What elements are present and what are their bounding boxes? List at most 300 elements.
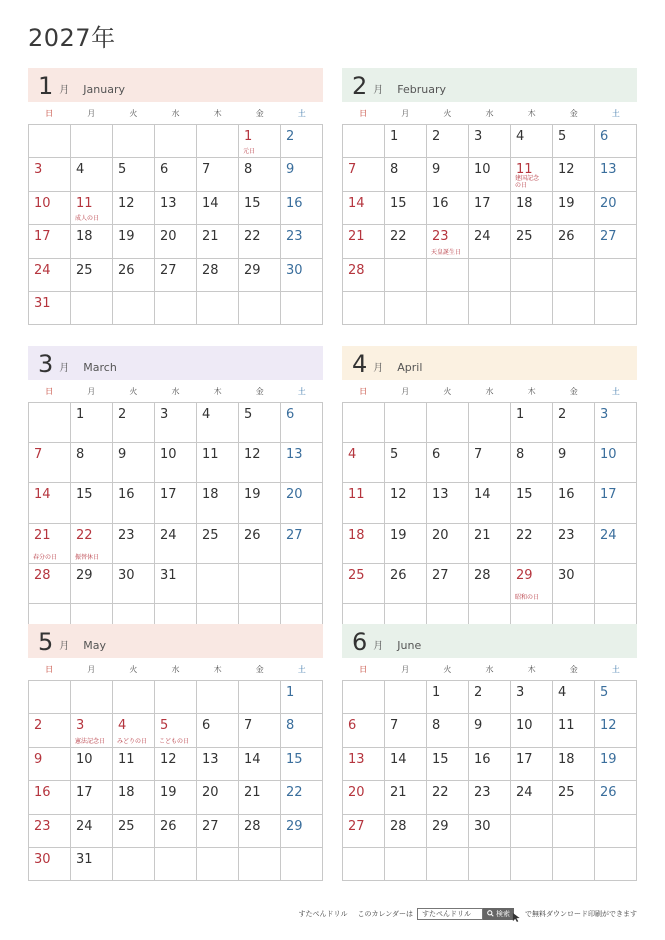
day-number: 14 bbox=[348, 195, 365, 211]
day-cell bbox=[553, 125, 595, 158]
day-number: 29 bbox=[244, 262, 261, 278]
month-may bbox=[28, 624, 323, 881]
day-number: 24 bbox=[474, 229, 491, 245]
day-cell bbox=[385, 225, 427, 258]
day-number: 12 bbox=[244, 447, 261, 463]
day-cell bbox=[553, 158, 595, 191]
day-number: 24 bbox=[34, 262, 51, 278]
day-cell bbox=[343, 259, 385, 292]
day-cell bbox=[511, 681, 553, 714]
weekday-label: 日 bbox=[45, 386, 54, 396]
month-kanji: 月 bbox=[59, 641, 70, 652]
day-cell bbox=[71, 403, 113, 443]
day-cell bbox=[239, 192, 281, 225]
empty-cell bbox=[239, 848, 281, 881]
day-cell bbox=[239, 225, 281, 258]
day-number: 18 bbox=[118, 785, 135, 801]
weekday-label: 金 bbox=[255, 108, 264, 118]
empty-cell bbox=[197, 564, 239, 604]
day-number: 2 bbox=[286, 129, 295, 144]
empty-cell bbox=[385, 848, 427, 881]
empty-cell bbox=[71, 681, 113, 714]
day-cell bbox=[427, 714, 469, 747]
day-number: 18 bbox=[516, 195, 533, 211]
day-cell bbox=[343, 225, 385, 258]
day-number: 21 bbox=[348, 229, 365, 245]
day-cell bbox=[197, 259, 239, 292]
day-cell bbox=[511, 443, 553, 483]
weekday-label: 水 bbox=[485, 386, 494, 396]
day-number: 6 bbox=[202, 718, 211, 734]
day-number: 2 bbox=[558, 407, 567, 422]
weekday-label: 金 bbox=[569, 108, 578, 118]
day-number: 30 bbox=[34, 851, 51, 867]
day-number: 4 bbox=[348, 447, 357, 463]
day-cell bbox=[553, 564, 595, 604]
day-number: 28 bbox=[244, 818, 261, 834]
day-number: 22 bbox=[390, 229, 407, 245]
day-number: 8 bbox=[76, 447, 85, 463]
day-cell bbox=[281, 125, 323, 158]
day-number: 27 bbox=[286, 527, 303, 543]
day-number: 3 bbox=[160, 407, 169, 422]
day-cell bbox=[29, 292, 71, 325]
day-cell bbox=[595, 443, 637, 483]
empty-cell bbox=[427, 259, 469, 292]
day-number: 5 bbox=[558, 129, 567, 144]
day-cell bbox=[71, 781, 113, 814]
day-cell bbox=[155, 524, 197, 564]
day-number: 23 bbox=[474, 785, 491, 801]
cursor-icon bbox=[512, 912, 521, 923]
day-cell bbox=[553, 443, 595, 483]
empty-cell bbox=[595, 815, 637, 848]
day-cell bbox=[427, 192, 469, 225]
month-english-name: February bbox=[397, 83, 447, 96]
day-cell bbox=[427, 748, 469, 781]
day-number: 23 bbox=[432, 229, 449, 245]
day-cell bbox=[511, 125, 553, 158]
weekday-label: 金 bbox=[569, 664, 578, 674]
day-cell bbox=[553, 748, 595, 781]
day-cell bbox=[595, 483, 637, 523]
day-cell bbox=[595, 681, 637, 714]
day-cell bbox=[197, 158, 239, 191]
empty-cell bbox=[343, 681, 385, 714]
day-grid bbox=[28, 680, 323, 881]
day-number: 11 bbox=[76, 195, 93, 211]
day-number: 31 bbox=[160, 567, 177, 583]
day-number: 29 bbox=[286, 818, 303, 834]
day-cell bbox=[385, 781, 427, 814]
day-cell bbox=[281, 748, 323, 781]
month-header bbox=[342, 346, 637, 380]
day-cell bbox=[155, 403, 197, 443]
day-number: 15 bbox=[286, 751, 303, 767]
empty-cell bbox=[29, 681, 71, 714]
day-number: 17 bbox=[516, 751, 533, 767]
day-number: 11 bbox=[558, 718, 575, 734]
weekday-label: 日 bbox=[359, 664, 368, 674]
empty-cell bbox=[113, 848, 155, 881]
weekday-label: 土 bbox=[611, 108, 620, 118]
holiday-name: 振替休日 bbox=[75, 553, 100, 561]
day-number: 20 bbox=[286, 487, 303, 503]
day-number: 27 bbox=[432, 567, 449, 583]
day-number: 15 bbox=[76, 487, 93, 503]
day-cell bbox=[427, 225, 469, 258]
weekday-label: 日 bbox=[45, 664, 54, 674]
day-cell bbox=[553, 192, 595, 225]
day-number: 30 bbox=[558, 567, 575, 583]
day-cell bbox=[343, 483, 385, 523]
weekday-label: 火 bbox=[443, 664, 452, 674]
day-cell bbox=[29, 781, 71, 814]
day-number: 1 bbox=[516, 407, 525, 422]
weekday-label: 土 bbox=[297, 664, 306, 674]
empty-cell bbox=[511, 292, 553, 325]
day-number: 7 bbox=[34, 447, 43, 463]
day-cell bbox=[155, 815, 197, 848]
day-number: 9 bbox=[558, 447, 567, 463]
day-number: 13 bbox=[348, 751, 365, 767]
day-number: 28 bbox=[202, 262, 219, 278]
weekday-header bbox=[342, 658, 637, 680]
day-cell bbox=[511, 524, 553, 564]
empty-cell bbox=[343, 848, 385, 881]
day-number: 25 bbox=[118, 818, 135, 834]
weekday-label: 金 bbox=[255, 664, 264, 674]
day-number: 14 bbox=[34, 487, 51, 503]
day-number: 22 bbox=[516, 527, 533, 543]
day-cell bbox=[197, 483, 239, 523]
weekday-label: 土 bbox=[297, 386, 306, 396]
month-header bbox=[28, 624, 323, 658]
footer-prefix: このカレンダーは bbox=[357, 909, 413, 918]
day-number: 30 bbox=[286, 262, 303, 278]
empty-cell bbox=[553, 292, 595, 325]
day-cell bbox=[469, 192, 511, 225]
day-number: 13 bbox=[202, 751, 219, 767]
day-number: 6 bbox=[286, 407, 295, 422]
day-cell bbox=[511, 483, 553, 523]
day-number: 21 bbox=[202, 229, 219, 245]
month-header bbox=[342, 68, 637, 102]
day-number: 18 bbox=[76, 229, 93, 245]
weekday-label: 月 bbox=[87, 664, 96, 674]
day-cell bbox=[511, 225, 553, 258]
day-cell bbox=[197, 748, 239, 781]
day-number: 13 bbox=[160, 195, 177, 211]
day-cell bbox=[155, 158, 197, 191]
day-cell bbox=[553, 483, 595, 523]
day-number: 14 bbox=[390, 751, 407, 767]
weekday-label: 金 bbox=[255, 386, 264, 396]
day-cell bbox=[155, 781, 197, 814]
day-number: 6 bbox=[160, 162, 169, 178]
month-kanji: 月 bbox=[59, 363, 70, 374]
day-cell bbox=[29, 225, 71, 258]
day-number: 20 bbox=[160, 229, 177, 245]
day-number: 29 bbox=[76, 567, 93, 583]
day-cell bbox=[71, 443, 113, 483]
day-number: 31 bbox=[34, 295, 51, 311]
day-number: 16 bbox=[432, 195, 449, 211]
weekday-label: 火 bbox=[443, 386, 452, 396]
day-cell bbox=[281, 259, 323, 292]
search-input[interactable]: すたぺんドリル bbox=[417, 908, 483, 920]
day-number: 14 bbox=[244, 751, 261, 767]
day-cell bbox=[343, 564, 385, 604]
day-cell bbox=[113, 483, 155, 523]
weekday-label: 木 bbox=[527, 108, 536, 118]
day-cell bbox=[343, 192, 385, 225]
day-cell bbox=[71, 564, 113, 604]
day-number: 6 bbox=[348, 718, 357, 734]
day-cell bbox=[29, 848, 71, 881]
day-number: 13 bbox=[600, 162, 617, 178]
month-april bbox=[342, 346, 637, 644]
day-cell bbox=[281, 192, 323, 225]
day-cell bbox=[239, 158, 281, 191]
day-cell bbox=[113, 748, 155, 781]
search-icon bbox=[487, 910, 494, 917]
day-cell bbox=[469, 225, 511, 258]
month-january bbox=[28, 68, 323, 325]
day-number: 25 bbox=[516, 229, 533, 245]
empty-cell bbox=[553, 848, 595, 881]
day-cell bbox=[197, 192, 239, 225]
empty-cell bbox=[239, 681, 281, 714]
day-cell bbox=[71, 748, 113, 781]
day-number: 3 bbox=[474, 129, 483, 144]
month-header bbox=[342, 624, 637, 658]
day-cell bbox=[427, 125, 469, 158]
day-number: 21 bbox=[390, 785, 407, 801]
day-number: 26 bbox=[390, 567, 407, 583]
weekday-label: 木 bbox=[213, 386, 222, 396]
day-cell bbox=[427, 564, 469, 604]
search-button-label: 検索 bbox=[496, 909, 510, 918]
day-number: 4 bbox=[516, 129, 525, 144]
day-number: 8 bbox=[516, 447, 525, 463]
day-number: 10 bbox=[76, 751, 93, 767]
day-number: 27 bbox=[160, 262, 177, 278]
month-kanji: 月 bbox=[373, 641, 384, 652]
day-number: 10 bbox=[34, 195, 51, 211]
empty-cell bbox=[385, 259, 427, 292]
day-number: 9 bbox=[286, 162, 295, 178]
day-cell bbox=[239, 815, 281, 848]
day-cell bbox=[427, 483, 469, 523]
month-number: 4 bbox=[352, 350, 368, 378]
day-number: 21 bbox=[474, 527, 491, 543]
day-number: 2 bbox=[474, 685, 483, 700]
day-grid bbox=[342, 402, 637, 644]
day-cell bbox=[511, 158, 553, 191]
day-grid bbox=[342, 124, 637, 325]
day-cell bbox=[469, 564, 511, 604]
day-number: 20 bbox=[202, 785, 219, 801]
weekday-label: 月 bbox=[401, 108, 410, 118]
day-number: 7 bbox=[244, 718, 253, 734]
day-cell bbox=[595, 225, 637, 258]
day-number: 27 bbox=[600, 229, 617, 245]
day-cell bbox=[553, 681, 595, 714]
day-number: 13 bbox=[432, 487, 449, 503]
day-number: 26 bbox=[244, 527, 261, 543]
day-number: 13 bbox=[286, 447, 303, 463]
day-cell bbox=[155, 564, 197, 604]
empty-cell bbox=[469, 259, 511, 292]
day-number: 1 bbox=[432, 685, 441, 700]
day-number: 31 bbox=[76, 851, 93, 867]
empty-cell bbox=[29, 125, 71, 158]
day-cell bbox=[343, 443, 385, 483]
day-number: 2 bbox=[432, 129, 441, 144]
day-cell bbox=[197, 815, 239, 848]
day-number: 28 bbox=[34, 567, 51, 583]
day-cell bbox=[469, 714, 511, 747]
day-cell bbox=[239, 524, 281, 564]
day-number: 19 bbox=[390, 527, 407, 543]
day-number: 22 bbox=[286, 785, 303, 801]
day-cell bbox=[427, 781, 469, 814]
day-cell bbox=[239, 714, 281, 747]
day-cell bbox=[71, 848, 113, 881]
day-cell bbox=[281, 714, 323, 747]
day-number: 25 bbox=[348, 567, 365, 583]
empty-cell bbox=[155, 292, 197, 325]
day-number: 3 bbox=[34, 162, 43, 178]
day-cell bbox=[239, 781, 281, 814]
day-cell bbox=[553, 714, 595, 747]
day-cell bbox=[155, 443, 197, 483]
day-cell bbox=[113, 564, 155, 604]
empty-cell bbox=[113, 125, 155, 158]
month-number: 1 bbox=[38, 72, 54, 100]
day-number: 28 bbox=[348, 262, 365, 278]
empty-cell bbox=[197, 848, 239, 881]
empty-cell bbox=[469, 848, 511, 881]
day-cell bbox=[155, 748, 197, 781]
day-cell bbox=[29, 748, 71, 781]
day-cell bbox=[469, 681, 511, 714]
empty-cell bbox=[155, 681, 197, 714]
month-kanji: 月 bbox=[373, 85, 384, 96]
day-number: 3 bbox=[600, 407, 609, 422]
day-number: 9 bbox=[432, 162, 441, 178]
day-cell bbox=[71, 714, 113, 747]
holiday-name: こどもの日 bbox=[159, 737, 190, 745]
day-number: 1 bbox=[244, 129, 253, 144]
day-number: 5 bbox=[600, 685, 609, 700]
weekday-label: 木 bbox=[213, 664, 222, 674]
empty-cell bbox=[595, 292, 637, 325]
day-cell bbox=[511, 714, 553, 747]
day-number: 7 bbox=[202, 162, 211, 178]
day-number: 16 bbox=[118, 487, 135, 503]
month-kanji: 月 bbox=[59, 85, 70, 96]
month-february bbox=[342, 68, 637, 325]
day-cell bbox=[427, 815, 469, 848]
day-number: 6 bbox=[432, 447, 441, 463]
day-cell bbox=[281, 403, 323, 443]
day-number: 12 bbox=[160, 751, 177, 767]
day-cell bbox=[29, 192, 71, 225]
empty-cell bbox=[427, 403, 469, 443]
day-number: 11 bbox=[118, 751, 135, 767]
day-number: 16 bbox=[34, 785, 51, 801]
day-cell bbox=[469, 443, 511, 483]
day-cell bbox=[113, 192, 155, 225]
day-number: 17 bbox=[76, 785, 93, 801]
empty-cell bbox=[553, 815, 595, 848]
empty-cell bbox=[281, 848, 323, 881]
weekday-label: 水 bbox=[485, 664, 494, 674]
day-cell bbox=[553, 403, 595, 443]
day-number: 10 bbox=[474, 162, 491, 178]
day-cell bbox=[155, 225, 197, 258]
day-number: 4 bbox=[558, 685, 567, 700]
footer-suffix: で無料ダウンロード印刷ができます bbox=[525, 909, 637, 918]
day-cell bbox=[469, 524, 511, 564]
weekday-label: 火 bbox=[443, 108, 452, 118]
day-cell bbox=[553, 225, 595, 258]
empty-cell bbox=[281, 292, 323, 325]
weekday-label: 水 bbox=[171, 386, 180, 396]
day-cell bbox=[427, 681, 469, 714]
month-english-name: April bbox=[397, 361, 423, 374]
day-number: 26 bbox=[160, 818, 177, 834]
day-cell bbox=[113, 781, 155, 814]
day-cell bbox=[29, 158, 71, 191]
day-cell bbox=[71, 192, 113, 225]
day-number: 8 bbox=[286, 718, 295, 734]
day-cell bbox=[239, 483, 281, 523]
search-button[interactable] bbox=[483, 908, 514, 920]
empty-cell bbox=[385, 681, 427, 714]
day-cell bbox=[197, 403, 239, 443]
weekday-label: 水 bbox=[171, 664, 180, 674]
day-grid bbox=[342, 680, 637, 881]
day-number: 15 bbox=[432, 751, 449, 767]
holiday-name: 昭和の日 bbox=[515, 593, 540, 601]
day-number: 28 bbox=[474, 567, 491, 583]
day-cell bbox=[595, 714, 637, 747]
day-number: 2 bbox=[34, 718, 43, 734]
month-number: 6 bbox=[352, 628, 368, 656]
empty-cell bbox=[511, 815, 553, 848]
day-number: 15 bbox=[516, 487, 533, 503]
empty-cell bbox=[469, 403, 511, 443]
day-number: 7 bbox=[474, 447, 483, 463]
empty-cell bbox=[155, 125, 197, 158]
weekday-label: 金 bbox=[569, 386, 578, 396]
holiday-name: 成人の日 bbox=[75, 215, 100, 223]
weekday-label: 月 bbox=[401, 386, 410, 396]
day-number: 24 bbox=[600, 527, 617, 543]
day-cell bbox=[385, 524, 427, 564]
day-number: 22 bbox=[432, 785, 449, 801]
day-cell bbox=[29, 483, 71, 523]
day-cell bbox=[511, 748, 553, 781]
day-number: 28 bbox=[390, 818, 407, 834]
day-number: 30 bbox=[118, 567, 135, 583]
day-number: 23 bbox=[286, 229, 303, 245]
day-number: 8 bbox=[244, 162, 253, 178]
empty-cell bbox=[595, 848, 637, 881]
